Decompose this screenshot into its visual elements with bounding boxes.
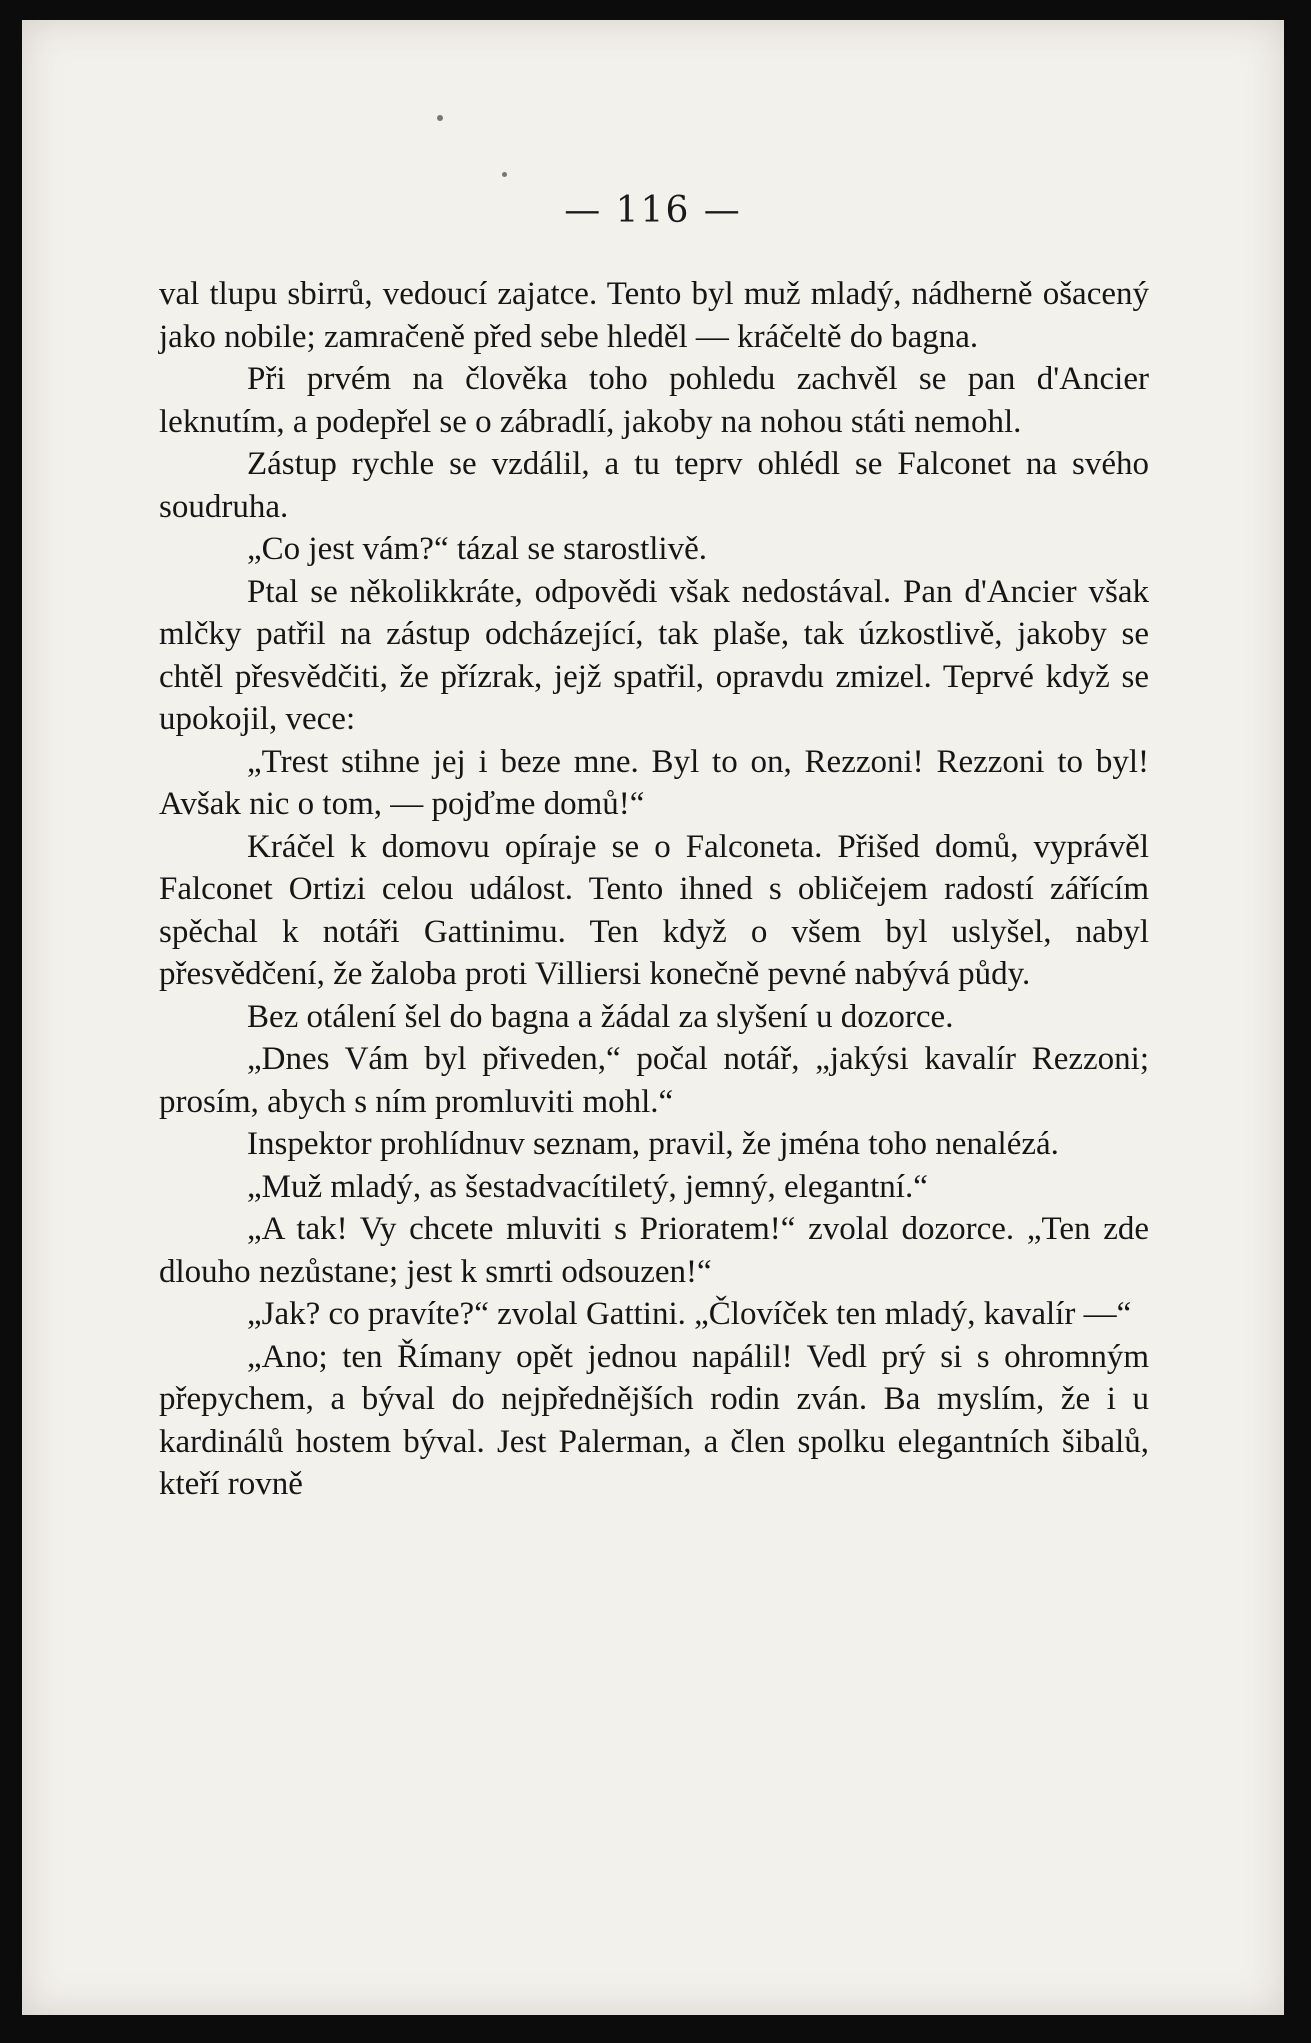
paragraph-3: Zástup rychle se vzdálil, a tu teprv ohlédl se Falconet na svého soudruha.: [159, 446, 1149, 525]
paragraph-10: Inspektor prohlídnuv seznam, pravil, že jména toho nenalézá.: [247, 1126, 1059, 1162]
paragraph-13: „Jak? co pravíte?“ zvolal Gattini. „Človíček ten mladý, kavalír —“: [247, 1296, 1132, 1332]
page-number: — 116 —: [564, 190, 742, 231]
book-page: [22, 20, 1284, 2015]
ink-speck: [437, 115, 443, 121]
paragraph-8: Bez otálení šel do bagna a žádal za slyšení u dozorce.: [247, 998, 954, 1035]
paragraph-12: „A tak! Vy chcete mluviti s Prioratem!“ zvolal dozorce. „Ten zde dlouho nezůstane; jest k smrti odsouzen!“: [159, 1211, 1149, 1290]
paragraph-1: val tlupu sbirrů, vedoucí zajatce. Tento byl muž mladý, nádherně ošacený jako nobile; zamračeně před sebe hleděl — kráčeltě do bagna.: [159, 276, 1149, 355]
ink-speck: [502, 172, 507, 177]
paragraph-6: „Trest stihne jej i beze mne. Byl to on, Rezzoni! Rezzoni to byl! Avšak nic o tom, — pojďme domů!“: [159, 743, 1149, 822]
paragraph-5: Ptal se několikkráte, odpovědi však nedostával. Pan d'Ancier však mlčky patřil na zástup odcházející, tak plaše, tak úzkostlivě, jakoby se chtěl přesvědčiti, že přízrak, jejž spatřil, opravdu zmizel. Teprvé když se upokojil, vece:: [159, 573, 1149, 737]
paragraph-2: Při prvém na člověka toho pohledu zachvěl se pan d'Ancier leknutím, a podepřel se o zábradlí, jakoby na nohou státi nemohl.: [159, 361, 1149, 440]
paragraph-9: „Dnes Vám byl přiveden,“ počal notář, „jakýsi kavalír Rezzoni; prosím, abych s ním promluviti mohl.“: [159, 1041, 1149, 1120]
paragraph-14: „Ano; ten Římany opět jednou napálil! Vedl prý si s ohromným přepychem, a býval do nejpřednějších rodin zván. Ba myslím, že i u kardinálů hostem býval. Jest Palerman, a člen spolku elegantních šibalů, kteří rovně: [159, 1338, 1149, 1502]
body-text: [159, 273, 1149, 1506]
paragraph-11: „Muž mladý, as šestadvacítiletý, jemný, elegantní.“: [247, 1168, 928, 1205]
paragraph-4: „Co jest vám?“ tázal se starostlivě.: [247, 531, 708, 567]
paragraph-7: Kráčel k domovu opíraje se o Falconeta. Přišed domů, vyprávěl Falconet Ortizi celou událost. Tento ihned s obličejem radostí zářícím spěchal k notáři Gattinimu. Ten když o všem byl uslyšel, nabyl přesvědčení, že žaloba proti Villiersi konečně pevné nabývá půdy.: [159, 828, 1149, 992]
